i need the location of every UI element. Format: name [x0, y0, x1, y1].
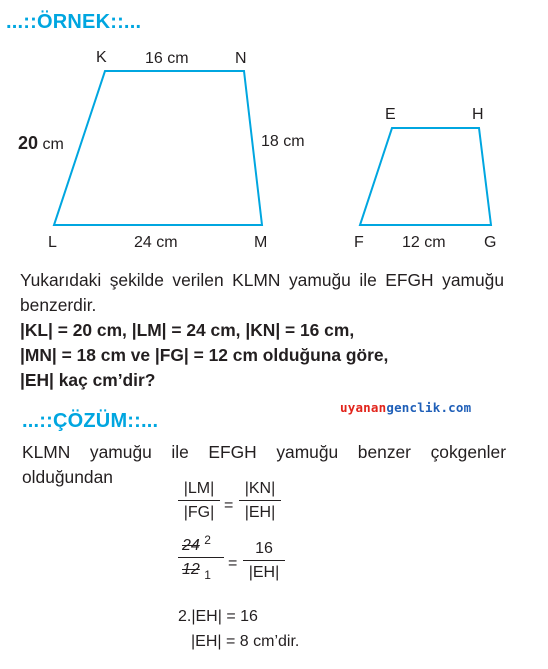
problem-given-line-2: |MN| = 18 cm ve |FG| = 12 cm olduğuna göre,: [20, 345, 389, 365]
ratio-2-left-numerator-cancelled: 24: [182, 537, 200, 554]
watermark-part-2: genclik: [386, 400, 441, 415]
ratio-2-left-fraction: [178, 533, 224, 582]
ratio-2-left-denominator-cancelled: 12: [182, 561, 200, 578]
ratio-2-right-numerator: 16: [255, 540, 273, 557]
solution-intro: KLMN yamuğu ile EFGH yamuğu benzer çokgenler olduğundan: [22, 442, 506, 487]
problem-question: |EH| kaç cm’dir?: [20, 370, 156, 390]
problem-intro: Yukarıdaki şekilde verilen KLMN yamuğu ile EFGH yamuğu benzerdir.: [20, 270, 504, 315]
ratio-2-left-numerator-group: [178, 533, 224, 555]
ratio-1-equals: =: [224, 497, 234, 514]
fraction-bar: [239, 500, 281, 501]
vertex-e-label: E: [385, 106, 396, 123]
vertex-l-label: L: [48, 234, 57, 251]
ratio-2-equals: =: [228, 555, 238, 572]
fraction-bar: [178, 557, 224, 558]
side-kn-label: 16 cm: [145, 50, 189, 67]
solution-step-1: 2.|EH| = 16: [178, 608, 258, 625]
trapezoid-efgh: [360, 128, 491, 225]
vertex-m-label: M: [254, 234, 268, 251]
ratio-1-left-numerator: |LM|: [183, 480, 215, 497]
watermark-part-3: .com: [440, 400, 472, 415]
example-heading: ...::ÖRNEK::...: [6, 11, 142, 33]
side-kl-label: [18, 133, 64, 154]
side-fg-label: 12 cm: [402, 234, 446, 251]
ratio-1-left-fraction: [178, 480, 220, 522]
vertex-g-label: G: [484, 234, 497, 251]
watermark-part-1: uyanan: [340, 400, 387, 415]
vertex-k-label: K: [96, 49, 107, 66]
ratio-2-right-fraction: [243, 540, 285, 582]
ratio-2-left-denominator-reduced: 1: [204, 568, 211, 582]
solution-step-2: |EH| = 8 cm’dir.: [191, 633, 300, 650]
side-kl-unit: cm: [42, 136, 64, 153]
ratio-2-left-denominator-group: [178, 561, 224, 582]
fraction-bar: [243, 560, 285, 561]
trapezoid-klmn: [54, 71, 262, 225]
vertex-h-label: H: [472, 106, 484, 123]
ratio-1-right-numerator: |KN|: [244, 480, 276, 497]
watermark-logo: [340, 400, 471, 415]
ratio-1-right-fraction: [239, 480, 281, 522]
ratio-2-left-numerator-reduced: 2: [204, 533, 211, 547]
vertex-f-label: F: [354, 234, 364, 251]
solution-heading: ...::ÇÖZÜM::...: [22, 410, 159, 432]
side-mn-label: 18 cm: [261, 133, 305, 150]
vertex-n-label: N: [235, 50, 247, 67]
side-lm-label: 24 cm: [134, 234, 178, 251]
side-kl-value: 20: [18, 133, 39, 153]
fraction-bar: [178, 500, 220, 501]
ratio-1-left-denominator: |FG|: [183, 504, 215, 521]
ratio-2-right-denominator: |EH|: [248, 564, 280, 581]
problem-given-line-1: |KL| = 20 cm, |LM| = 24 cm, |KN| = 16 cm,: [20, 320, 355, 340]
ratio-1-right-denominator: |EH|: [244, 504, 276, 521]
